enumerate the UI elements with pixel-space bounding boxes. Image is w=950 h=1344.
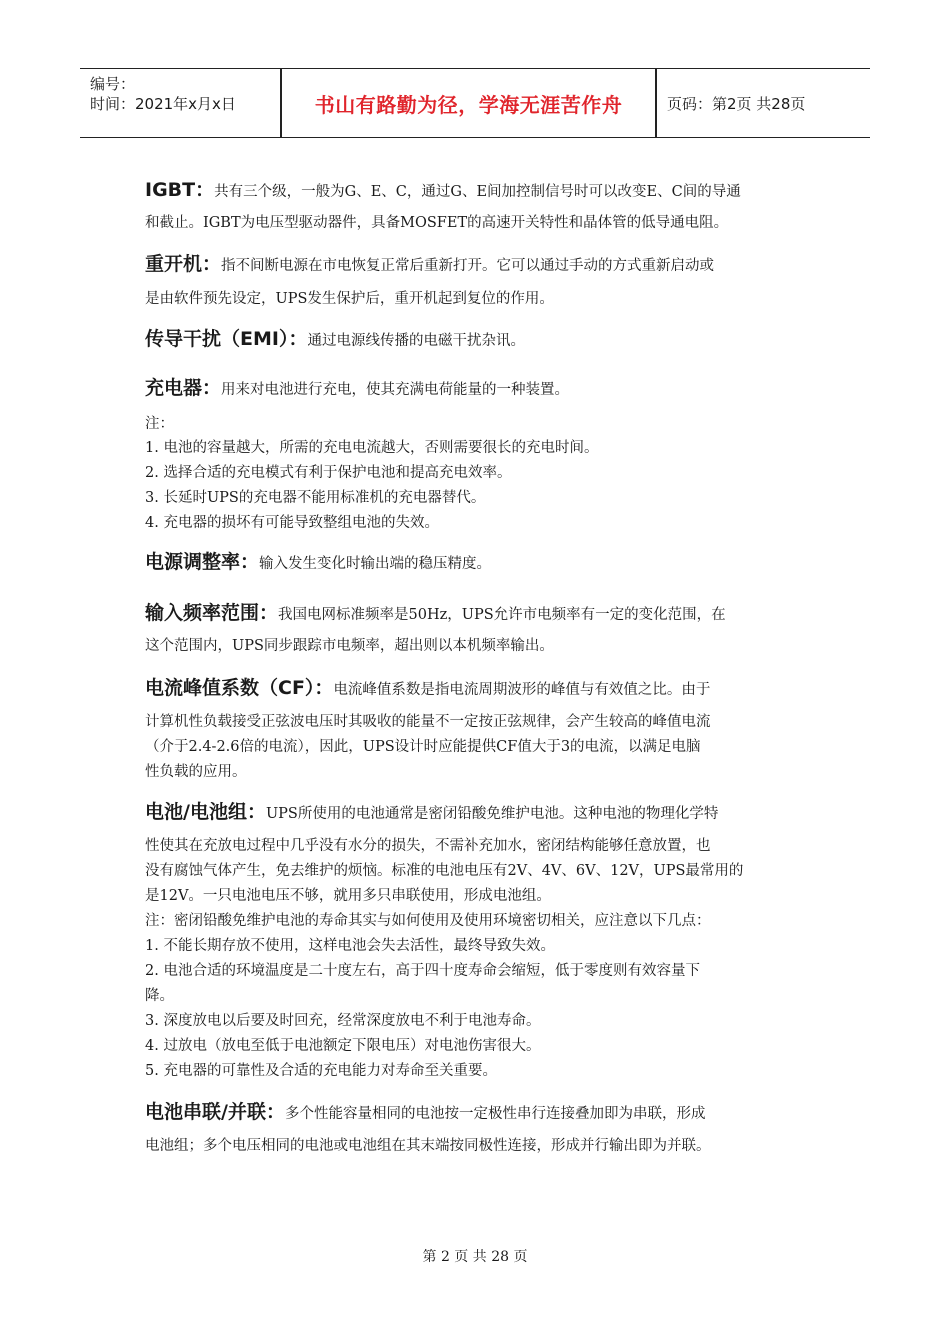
entry-term: 电池/电池组： (145, 801, 266, 823)
note-item: 3. 长延时UPS的充电器不能用标准机的充电器替代。 (145, 490, 486, 506)
entry-term: 电池串联/并联： (145, 1101, 285, 1123)
entry-battery-line (145, 797, 718, 824)
header-page-number: 页码：第2页 共28页 (667, 94, 806, 113)
time-label: 时间：2021年x月x日 (90, 95, 236, 113)
page-header (80, 68, 870, 138)
entry-term: 重开机： (145, 253, 222, 275)
entry-text: 是由软件预先设定，UPS发生保护后，重开机起到复位的作用。 (145, 291, 554, 307)
entry-text: 是12V。一只电池电压不够，就用多只串联使用，形成电池组。 (145, 888, 551, 904)
entry-term: 电流峰值系数（CF）： (145, 677, 334, 699)
note-item: 4. 充电器的损坏有可能导致整组电池的失效。 (145, 515, 439, 531)
entry-charger-line (145, 373, 569, 400)
entry-term: 充电器： (145, 377, 222, 399)
entry-series-parallel-line (145, 1097, 705, 1124)
note-item: 5. 充电器的可靠性及合适的充电能力对寿命至关重要。 (145, 1063, 497, 1079)
entry-igbt-line (145, 175, 741, 202)
entry-text: 没有腐蚀气体产生，免去维护的烦恼。标准的电池电压有2V、4V、6V、12V，UPS最常用的 (145, 863, 744, 879)
note-item: 1. 电池的容量越大，所需的充电电流越大，否则需要很长的充电时间。 (145, 440, 599, 456)
entry-text: （介于2.4-2.6倍的电流），因此，UPS设计时应能提供CF值大于3的电流，以满足电脑 (145, 739, 701, 755)
entry-text: 输入发生变化时输出端的稳压精度。 (259, 556, 492, 572)
entry-regulation-line (145, 547, 491, 574)
entry-term: 电源调整率： (145, 551, 260, 573)
entry-text: 多个性能容量相同的电池按一定极性串行连接叠加即为串联，形成 (284, 1106, 706, 1122)
page-footer: 第 2 页 共 28 页 (422, 1249, 528, 1265)
entry-text: 和截止。IGBT为电压型驱动器件，具备MOSFET的高速开关特性和晶体管的低导通电阻。 (145, 215, 729, 231)
entry-text: UPS所使用的电池通常是密闭铅酸免维护电池。这种电池的物理化学特 (265, 806, 719, 822)
entry-text: 用来对电池进行充电，使其充满电荷能量的一种装置。 (221, 382, 570, 398)
entry-text: 这个范围内，UPS同步跟踪市电频率，超出则以本机频率输出。 (145, 638, 554, 654)
entry-text: 电流峰值系数是指电流周期波形的峰值与有效值之比。由于 (333, 682, 711, 698)
entry-text: 我国电网标准频率是50Hz，UPS允许市电频率有一定的变化范围，在 (278, 607, 726, 623)
entry-text: 计算机性负载接受正弦波电压时其吸收的能量不一定按正弦规律，会产生较高的峰值电流 (145, 714, 711, 730)
entry-emi-line (145, 324, 525, 351)
entry-restart-line (145, 249, 714, 276)
entry-term: 传导干扰（EMI）： (145, 328, 308, 350)
header-motto: 书山有路勤为径，学海无涯苦作舟 (314, 92, 623, 117)
note-item: 2. 选择合适的充电模式有利于保护电池和提高充电效率。 (145, 465, 512, 481)
entry-term: IGBT： (145, 179, 215, 201)
entry-term: 输入频率范围： (145, 602, 279, 624)
entry-cf-line (145, 673, 710, 700)
note-title: 注：密闭铅酸免维护电池的寿命其实与如何使用及使用环境密切相关，应注意以下几点： (145, 913, 711, 929)
entry-text: 通过电源线传播的电磁干扰杂讯。 (307, 333, 525, 349)
note-item: 2. 电池合适的环境温度是二十度左右，高于四十度寿命会缩短，低于零度则有效容量下 (145, 963, 700, 979)
entry-text: 指不间断电源在市电恢复正常后重新打开。它可以通过手动的方式重新启动或 (221, 258, 715, 274)
entry-text: 共有三个级，一般为G、E、C，通过G、E间加控制信号时可以改变E、C间的导通 (214, 184, 741, 200)
header-meta (80, 69, 280, 137)
number-label: 编号： (90, 75, 136, 93)
entry-frequency-line (145, 598, 726, 625)
entry-text: 性使其在充放电过程中几乎没有水分的损失，不需补充加水，密闭结构能够任意放置，也 (145, 838, 711, 854)
note-item: 3. 深度放电以后要及时回充，经常深度放电不利于电池寿命。 (145, 1013, 541, 1029)
entry-text: 性负载的应用。 (145, 764, 247, 780)
entry-text: 电池组；多个电压相同的电池或电池组在其末端按同极性连接，形成并行输出即为并联。 (145, 1138, 711, 1154)
note-item: 降。 (145, 988, 174, 1004)
note-item: 1. 不能长期存放不使用，这样电池会失去活性，最终导致失效。 (145, 938, 555, 954)
note-title: 注： (145, 416, 174, 432)
note-item: 4. 过放电（放电至低于电池额定下限电压）对电池伤害很大。 (145, 1038, 541, 1054)
